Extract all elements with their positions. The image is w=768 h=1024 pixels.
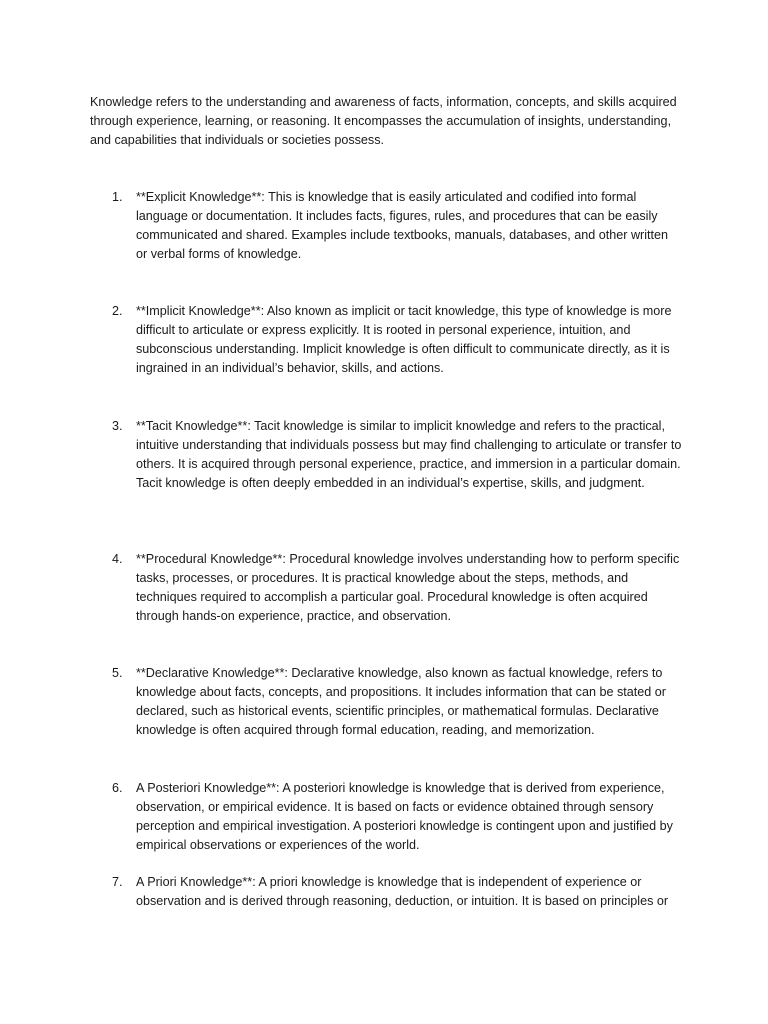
list-item-number: 6. (112, 781, 123, 795)
list-item-number: 2. (112, 304, 123, 318)
list-item-text: **Declarative Knowledge**: Declarative knowledge, also known as factual knowledge, refers to knowledge about facts, concepts, and propositions. It includes information that can be stated or declared, such as historical events, scientific principles, or mathematical formulas. Declarative knowledge is often acquired through formal education, reading, and memorization. (136, 666, 666, 737)
list-item-number: 3. (112, 419, 123, 433)
list-item-text: **Implicit Knowledge**: Also known as implicit or tacit knowledge, this type of knowledge is more difficult to articulate or express explicitly. It is rooted in personal experience, intuition, and subconscious understanding. Implicit knowledge is often difficult to communicate directly, as it is ingrained in an individual’s behavior, skills, and actions. (136, 304, 672, 375)
list-item-text: A Priori Knowledge**: A priori knowledge is knowledge that is independent of experience or observation and is derived through reasoning, deduction, or intuition. It is based on principles or (136, 875, 669, 908)
list-item-text: **Procedural Knowledge**: Procedural knowledge involves understanding how to perform specific tasks, processes, or procedures. It is practical knowledge about the steps, methods, and techniques required to accomplish a particular goal. Procedural knowledge is often acquired through hands-on experience, practice, and observation. (136, 552, 680, 623)
list-item-number: 4. (112, 552, 123, 566)
list-item-number: 1. (112, 190, 123, 204)
list-item-number: 5. (112, 666, 123, 680)
list-item-text: A Posteriori Knowledge**: A posteriori knowledge is knowledge that is derived from experience, observation, or empirical evidence. It is based on facts or evidence obtained through sensory perception and empirical investigation. A posteriori knowledge is contingent upon and justified by empirical observations or experiences of the world. (136, 781, 673, 852)
intro-paragraph: Knowledge refers to the understanding and awareness of facts, information, concepts, and skills acquired through experience, learning, or reasoning. It encompasses the accumulation of insights, understanding, and capabilities that individuals or societies possess. (90, 95, 677, 147)
list-item-text: **Tacit Knowledge**: Tacit knowledge is similar to implicit knowledge and refers to the practical, intuitive understanding that individuals possess but may find challenging to articulate or transfer to others. It is acquired through personal experience, practice, and immersion in a particular domain. Tacit knowledge is often deeply embedded in an individual’s expertise, skills, and judgment. (136, 419, 682, 490)
list-item-text: **Explicit Knowledge**: This is knowledge that is easily articulated and codified into formal language or documentation. It includes facts, figures, rules, and procedures that can be easily communicated and shared. Examples include textbooks, manuals, databases, and other written or verbal forms of knowledge. (136, 190, 669, 261)
list-item-number: 7. (112, 875, 123, 889)
